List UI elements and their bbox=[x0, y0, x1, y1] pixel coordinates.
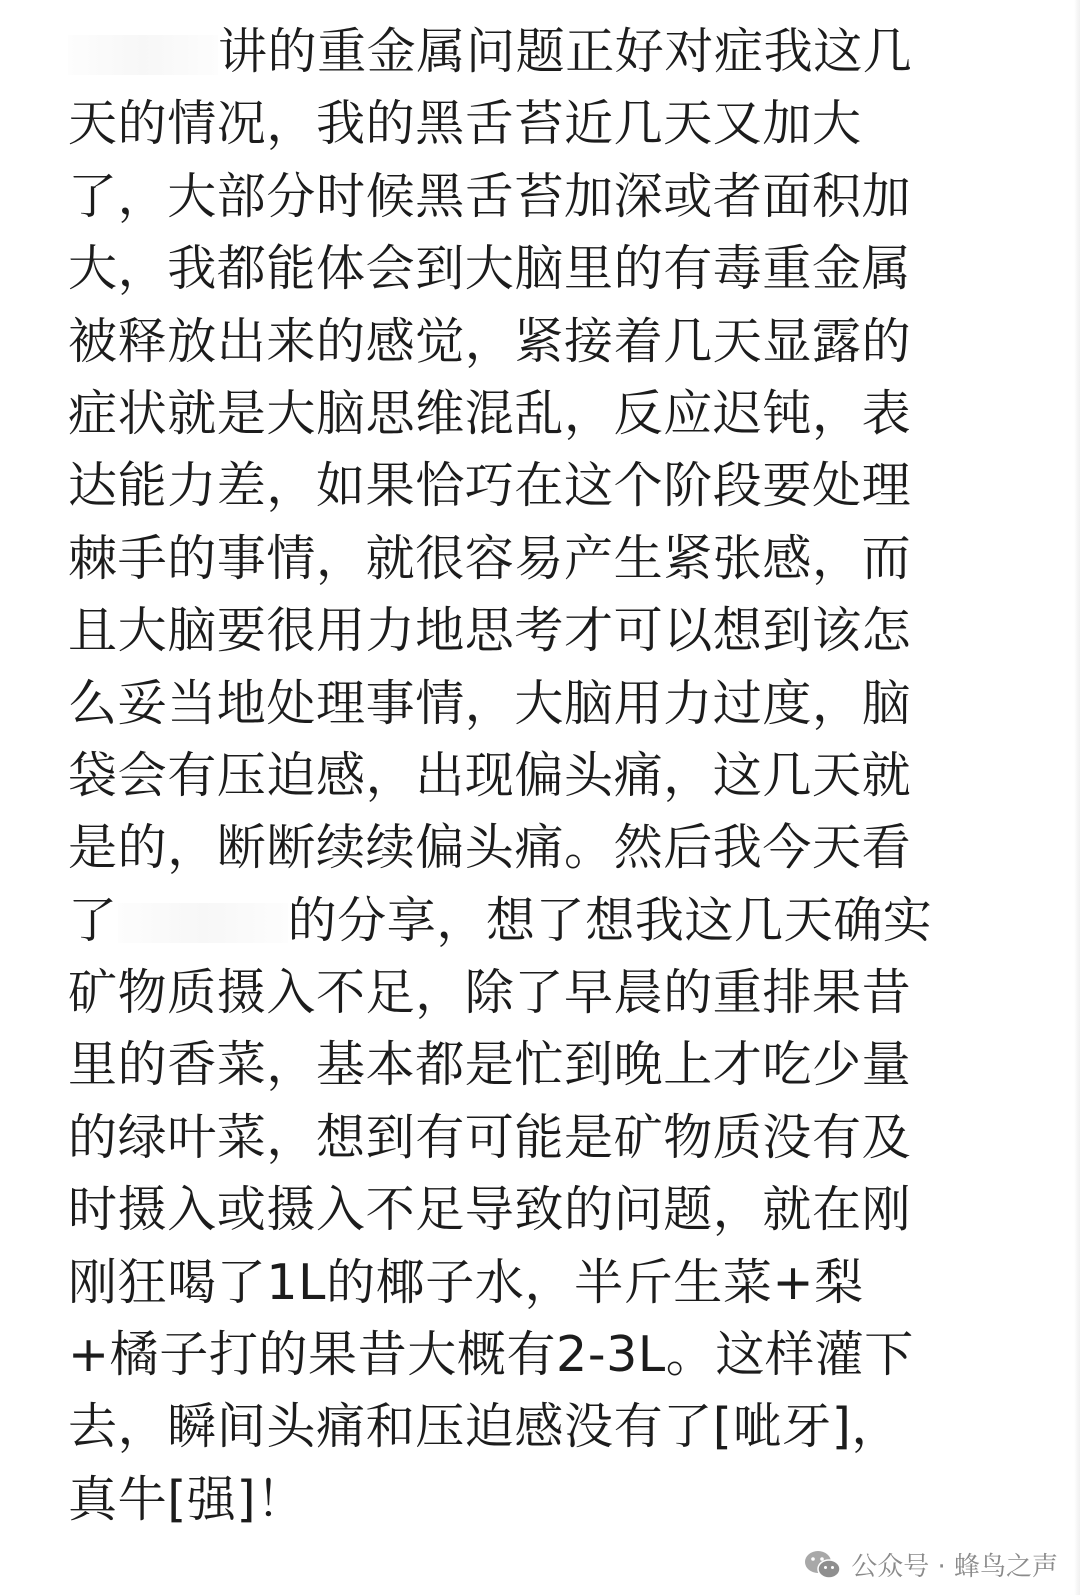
text-line-8: 棘手的事情，就很容易产生紧张感，而 bbox=[68, 529, 912, 587]
text-line-13: 了 的分享，想了想我这几天确实 bbox=[68, 891, 933, 949]
text-line-12: 是的，断断续续偏头痛。然后我今天看 bbox=[68, 819, 912, 877]
watermark-text: 公众号 · 蜂鸟之声 bbox=[851, 1552, 1058, 1582]
text-line-17: 时摄入或摄入不足导致的问题，就在刚 bbox=[68, 1181, 912, 1239]
post-text bbox=[68, 16, 998, 1536]
text-line-11: 袋会有压迫感，出现偏头痛，这几天就 bbox=[68, 746, 912, 804]
text-line-16: 的绿叶菜，想到有可能是矿物质没有及 bbox=[68, 1108, 912, 1166]
text-line-4: 大，我都能体会到大脑里的有毒重金属 bbox=[68, 240, 912, 298]
right-edge-shadow bbox=[1074, 0, 1080, 1595]
text-line-3: 了，大部分时候黑舌苔加深或者面积加 bbox=[68, 167, 912, 225]
redacted-name bbox=[68, 35, 218, 75]
text-line-9: 且大脑要很用力地思考才可以想到该怎 bbox=[68, 602, 912, 660]
wechat-icon bbox=[803, 1549, 843, 1581]
redacted-name bbox=[118, 903, 288, 943]
text-line-20: 去，瞬间头痛和压迫感没有了[呲牙]， bbox=[68, 1398, 902, 1456]
watermark bbox=[803, 1546, 1058, 1583]
text-line-1: 讲的重金属问题正好对症我这几 bbox=[68, 16, 998, 88]
text-line-2: 天的情况，我的黑舌苔近几天又加大 bbox=[68, 95, 862, 153]
text-line-19: +橘子打的果昔大概有2-3L。这样灌下 bbox=[68, 1326, 914, 1384]
text-line-10: 么妥当地处理事情，大脑用力过度，脑 bbox=[68, 674, 912, 732]
text-line-5: 被释放出来的感觉，紧接着几天显露的 bbox=[68, 312, 912, 370]
text-line-18: 刚狂喝了1L的椰子水，半斤生菜+梨 bbox=[68, 1253, 864, 1311]
text-line-7: 达能力差，如果恰巧在这个阶段要处理 bbox=[68, 457, 912, 515]
text-line-15: 里的香菜，基本都是忙到晚上才吃少量 bbox=[68, 1036, 912, 1094]
text-line-14: 矿物质摄入不足，除了早晨的重排果昔 bbox=[68, 964, 912, 1022]
text-line-21: 真牛[强]！ bbox=[68, 1470, 306, 1528]
text-line-6: 症状就是大脑思维混乱，反应迟钝，表 bbox=[68, 384, 912, 442]
